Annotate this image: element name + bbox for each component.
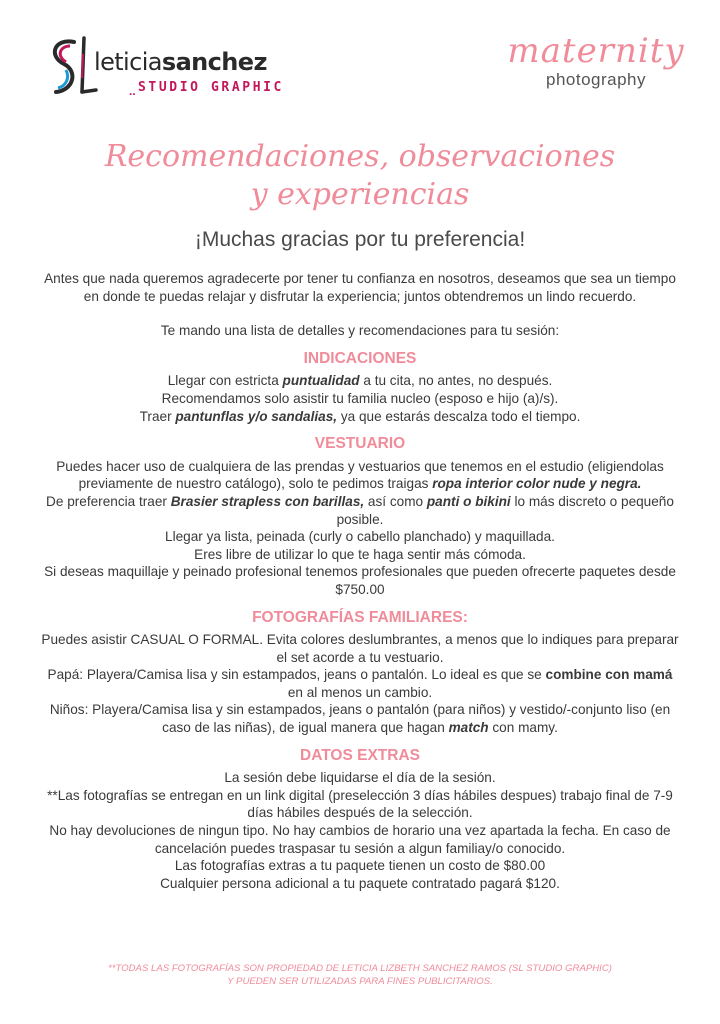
brand-dots: ..: [129, 84, 136, 98]
thanks-heading: ¡Muchas gracias por tu preferencia!: [194, 228, 526, 251]
vestuario-line: Si deseas maquillaje y peinado profesional tenemos profesionales que pueden ofrecerte paquetes desde $750.00: [44, 564, 676, 597]
section-heading-familiares: FOTOGRAFÍAS FAMILIARES:: [252, 608, 468, 626]
maternity-script: maternity: [507, 31, 685, 71]
section-heading-indicaciones: INDICACIONES: [303, 349, 417, 367]
photography-label: photography: [545, 70, 647, 89]
familiares-line: Niños: Playera/Camisa lisa y sin estampados, jeans o pantalón (para niños) y vestido/-conjunto liso (en caso de las niñas), de igual manera que hagan match con mamy.: [49, 702, 671, 736]
familiares-line: Papá: Playera/Camisa lisa y sin estampados, jeans o pantalón. Lo ideal es que se combine con mamá en al menos un cambio.: [47, 667, 673, 700]
section-heading-extras: DATOS EXTRAS: [300, 746, 420, 764]
copyright-footer: **TODAS LAS FOTOGRAFÍAS SON PROPIEDAD DE LETICIA LIZBETH SANCHEZ RAMOS (SL STUDIO GRAPHIC) Y PUEDEN SER UTILIZADAS PARA FINES PUBLICITARIOS.: [108, 963, 612, 987]
section-heading-vestuario: VESTUARIO: [314, 435, 406, 453]
extras-line: **Las fotografías se entregan en un link digital (preselección 3 días hábiles despues) trabajo final de 7-9 días hábiles después de la selección.: [47, 787, 673, 821]
familiares-line: Puedes asistir CASUAL O FORMAL. Evita colores deslumbrantes, a menos que lo indiques para preparar el set acorde a tu vestuario.: [41, 632, 679, 665]
vestuario-line: Puedes hacer uso de cualquiera de las prendas y vestuarios que tenemos en el estudio (eligiendolas previamente de nuestro catálogo), solo te pedimos traigas ropa interior color nude y negra.: [56, 458, 664, 492]
extras-line: Las fotografías extras a tu paquete tienen un costo de $80.00: [174, 858, 546, 874]
page-title: Recomendaciones, observaciones y experiencias: [104, 139, 616, 212]
indicaciones-line: Recomendamos solo asistir tu familia nucleo (esposo e hijo (a)/s).: [161, 390, 559, 406]
extras-line: Cualquier persona adicional a tu paquete contratado pagará $120.: [160, 875, 560, 891]
indicaciones-line: Llegar con estricta puntualidad a tu cita, no antes, no después.: [167, 373, 553, 389]
extras-line: No hay devoluciones de ningun tipo. No hay cambios de horario una vez apartada la fecha. En caso de cancelación puedes traspasar tu sesión a algun familiay/o conocido.: [49, 823, 671, 856]
intro-list-note: Te mando una lista de detalles y recomendaciones para tu sesión:: [160, 323, 560, 339]
brand-subtitle: STUDIO GRAPHIC: [138, 80, 284, 95]
brand-name: leticiasanchez: [94, 48, 267, 76]
document-body: [40, 270, 680, 892]
vestuario-line: Llegar ya lista, peinada (curly o cabello planchado) y maquillada.: [165, 529, 555, 545]
extras-line: La sesión debe liquidarse el día de la sesión.: [224, 770, 496, 786]
sl-monogram-icon: [44, 34, 100, 100]
vestuario-line: Eres libre de utilizar lo que te haga sentir más cómoda.: [194, 546, 526, 562]
vestuario-line: De preferencia traer Brasier strapless con barillas, así como panti o bikini lo más discreto o pequeño posible.: [46, 493, 674, 527]
brand-logo: [44, 34, 284, 104]
intro-paragraph: Antes que nada queremos agradecerte por tener tu confianza en nosotros, deseamos que sea un tiempo en donde te puedas relajar y disfrutar la experiencia; juntos obtendremos un lindo recuerdo.: [44, 271, 676, 304]
maternity-label: [496, 31, 696, 114]
indicaciones-line: Traer pantunflas y/o sandalias, ya que estarás descalza todo el tiempo.: [139, 408, 581, 424]
